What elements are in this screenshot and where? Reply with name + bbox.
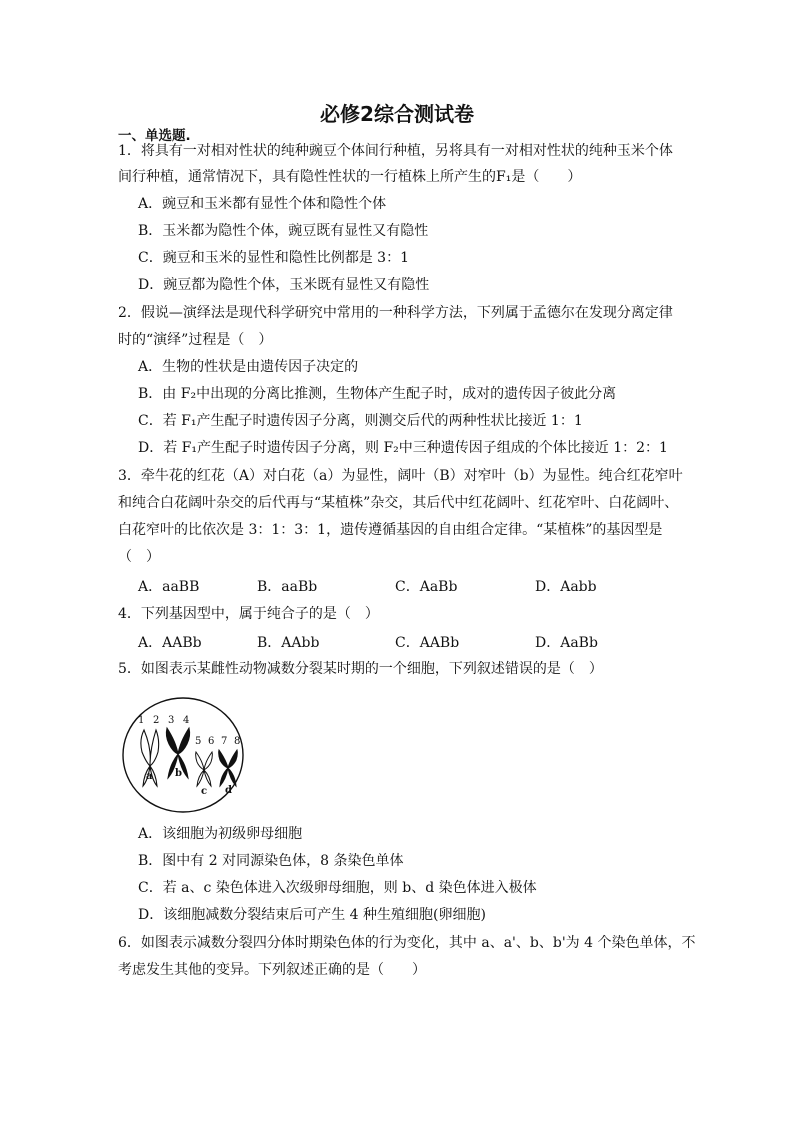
label-d: d <box>225 785 232 796</box>
q6-stem-line: 考虑发生其他的变异。下列叙述正确的是（ ） <box>118 962 426 978</box>
q5-option-c: C．若 a、c 染色体进入次级卵母细胞，则 b、d 染色体进入极体 <box>138 880 537 896</box>
q5-option-d: D．该细胞减数分裂结束后可产生 4 种生殖细胞(卵细胞) <box>138 907 486 923</box>
chromosome-d <box>219 750 238 786</box>
q2-option-b: B．由 F₂中出现的分离比推测，生物体产生配子时，成对的遗传因子彼此分离 <box>138 386 617 402</box>
q3-option-b: B．aaBb <box>257 579 318 595</box>
q4-stem-line: 4．下列基因型中，属于纯合子的是（ ） <box>118 606 379 622</box>
q3-stem-line: 白花窄叶的比依次是 3：1：3：1，遗传遵循基因的自由组合定律。“某植株”的基因型是 <box>118 522 663 538</box>
q1-option-b: B．玉米都为隐性个体，豌豆既有显性又有隐性 <box>138 223 429 239</box>
q1-stem-line: 间行种植，通常情况下，具有隐性性状的一行植株上所产生的F₁是（ ） <box>118 169 582 185</box>
section-heading: 一、单选题. <box>118 128 191 144</box>
q3-option-c: C．AaBb <box>395 579 458 595</box>
label-b: b <box>175 768 182 779</box>
q3-stem-line: （ ） <box>118 549 160 565</box>
q1-stem-line: 1．将具有一对相对性状的纯种豌豆个体间行种植，另将具有一对相对性状的纯种玉米个体 <box>118 143 673 159</box>
q4-option-a: A．AABb <box>138 635 202 651</box>
q2-stem-line: 2．假说—演绎法是现代科学研究中常用的一种科学方法，下列属于孟德尔在发现分离定律 <box>118 305 673 321</box>
label-7: 7 <box>221 736 228 747</box>
q5-option-b: B．图中有 2 对同源染色体，8 条染色单体 <box>138 853 404 869</box>
chromosome-c <box>196 752 213 786</box>
q2-stem-line: 时的“演绎”过程是（ ） <box>118 332 273 348</box>
q3-option-a: A．aaBB <box>138 579 200 595</box>
q4-option-c: C．AABb <box>395 635 460 651</box>
label-4: 4 <box>183 715 190 726</box>
page-title: 必修2综合测试卷 <box>320 102 474 126</box>
q2-option-d: D．若 F₁产生配子时遗传因子分离，则 F₂中三种遗传因子组成的个体比接近 1：2：1 <box>138 440 668 456</box>
label-5: 5 <box>195 736 202 747</box>
cell-diagram <box>120 694 246 816</box>
q3-stem-line: 3．牵牛花的红花（A）对白花（a）为显性，阔叶（B）对窄叶（b）为显性。纯合红花窄叶 <box>118 468 683 484</box>
q6-stem-line: 6．如图表示减数分裂四分体时期染色体的行为变化，其中 a、a'、b、b'为 4 个染色单体，不 <box>118 935 696 951</box>
q3-option-d: D．Aabb <box>535 579 597 595</box>
label-2: 2 <box>153 715 160 726</box>
label-c: c <box>201 786 208 797</box>
q2-option-a: A．生物的性状是由遗传因子决定的 <box>138 359 359 375</box>
q5-option-a: A．该细胞为初级卵母细胞 <box>138 826 303 842</box>
q3-stem-line: 和纯合白花阔叶杂交的后代再与“某植株”杂交，其后代中红花阔叶、红花窄叶、白花阔叶、 <box>118 495 679 511</box>
q5-stem-line: 5．如图表示某雌性动物减数分裂某时期的一个细胞，下列叙述错误的是（ ） <box>118 661 603 677</box>
q1-option-d: D．豌豆都为隐性个体，玉米既有显性又有隐性 <box>138 277 430 293</box>
q4-option-b: B．AAbb <box>257 635 320 651</box>
label-a: a <box>146 771 153 782</box>
q4-option-d: D．AaBb <box>535 635 598 651</box>
label-6: 6 <box>208 736 215 747</box>
label-3: 3 <box>168 715 175 726</box>
label-8: 8 <box>234 736 241 747</box>
q1-option-a: A．豌豆和玉米都有显性个体和隐性个体 <box>138 196 387 212</box>
q1-option-c: C．豌豆和玉米的显性和隐性比例都是 3：1 <box>138 250 409 266</box>
label-1: 1 <box>138 715 145 726</box>
q2-option-c: C．若 F₁产生配子时遗传因子分离，则测交后代的两种性状比接近 1：1 <box>138 413 583 429</box>
